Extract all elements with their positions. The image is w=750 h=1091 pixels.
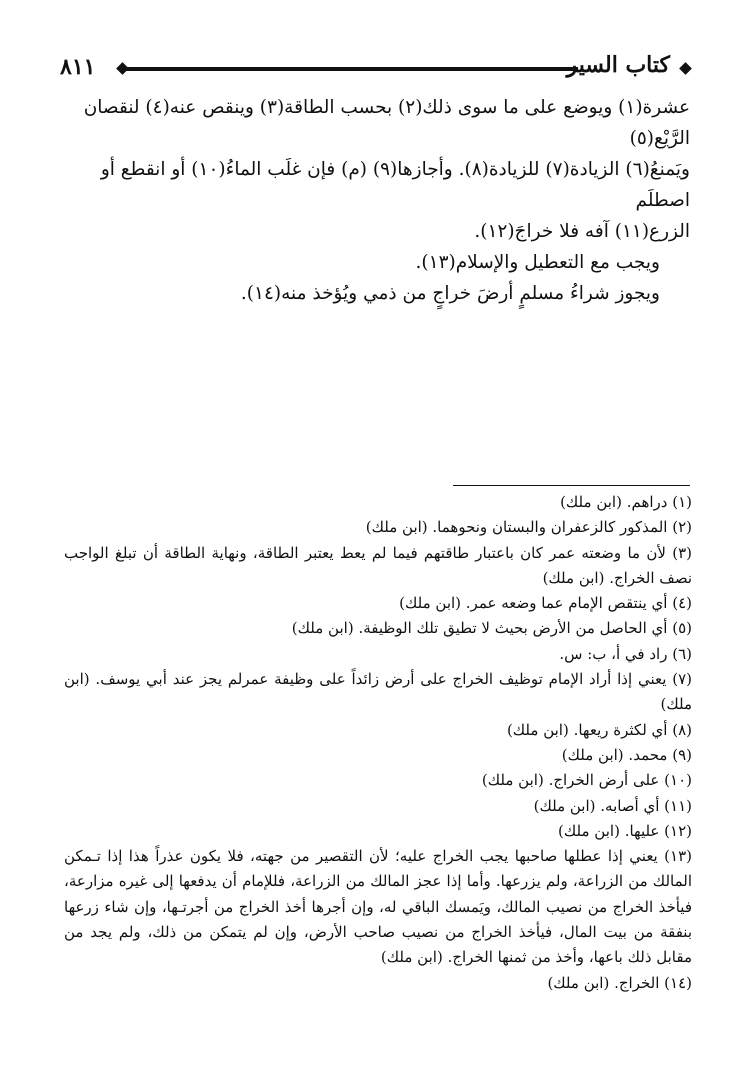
footnote: (٣) لأن ما وضعته عمر كان باعتبار طاقتهم فيما لم يعط يعتبر الطاقة، ونهاية الطاقة أن تبلغ الواجب نصف الخراج. (ابن ملك) [64, 543, 692, 587]
footnote: (٢) المذكور كالزعفران والبستان ونحوهما. (ابن ملك) [365, 518, 692, 537]
main-line: الزرع(١١) آفه فلا خراجَ(١٢). [474, 221, 690, 242]
main-line: ويجب مع التعطيل والإسلام(١٣). [415, 252, 660, 273]
footnote: (١٠) على أرض الخراج. (ابن ملك) [481, 771, 692, 790]
main-line: عشرة(١) ويوضع على ما سوى ذلك(٢) بحسب الطاقة(٣) وينقص عنه(٤) لنقصان الرَّيْع(٥) [83, 97, 690, 149]
footnote: (٩) محمد. (ابن ملك) [561, 745, 692, 764]
main-text [64, 92, 690, 309]
footnote: (١) دراهم. (ابن ملك) [560, 493, 692, 511]
footnote: (١٤) الخراج. (ابن ملك) [547, 973, 692, 992]
main-line: ويجوز شراءُ مسلمٍ أرضَ خراجٍ من ذمي ويُؤخذ منه(١٤). [240, 283, 660, 304]
footnote: (١٢) عليها. (ابن ملك) [558, 821, 692, 840]
footnote: (٦) راد في أ، ب: س. [559, 644, 692, 663]
footnote: (١١) أي أصابه. (ابن ملك) [533, 796, 692, 815]
main-line: ويَمنعُ(٦) الزيادة(٧) للزيادة(٨). وأجازها(٩) (م) فإن غلَب الماءُ(١٠) أو انقطع أو اصطلَم [100, 159, 690, 211]
footnotes [64, 490, 694, 996]
running-title: كتاب السير [566, 52, 670, 78]
header-ornament-right [679, 62, 692, 75]
page-header [60, 52, 690, 88]
header-rule [122, 67, 578, 71]
footnote: (٨) أي لكثرة ريعها. (ابن ملك) [506, 720, 692, 739]
footnote-separator [453, 485, 690, 486]
footnote: (٥) أي الحاصل من الأرض بحيث لا تطيق تلك الوظيفة. (ابن ملك) [291, 619, 692, 638]
page-number: ٨١١ [60, 54, 96, 80]
footnote: (٤) أي ينتقص الإمام عما وضعه عمر. (ابن ملك) [399, 594, 692, 613]
footnote: (٧) يعني إذا أراد الإمام توظيف الخراج على أرض زائداً على وظيفة عمرلم يجز عند أبي يوسف. (ابن ملك) [64, 670, 692, 714]
footnote: (١٣) يعني إذا عطلها صاحبها يجب الخراج عليه؛ لأن التقصير من جهته، فلا يكون عذراً هذا إذا تـمكن المالك من الزراعة، ولم يزرعها. وأما إذا عجز المالك من الزراعة، فللإمام أن يدفعها إلى غيره مزارعة، فيأخذ الخراج من نصيب المالك، ويَمسك الباقي له، وإن أجرها أخذ الخراج من أجرتـها، وإن شاء زرعها بنفقة من بيت المال، فيأخذ الخراج من نصيب صاحب الأرض، وإن لم يتمكن من ذلك، ولم يجد من مقابل ذلك باعها، وأخذ من ثمنها الخراج. (ابن ملك) [64, 847, 692, 967]
